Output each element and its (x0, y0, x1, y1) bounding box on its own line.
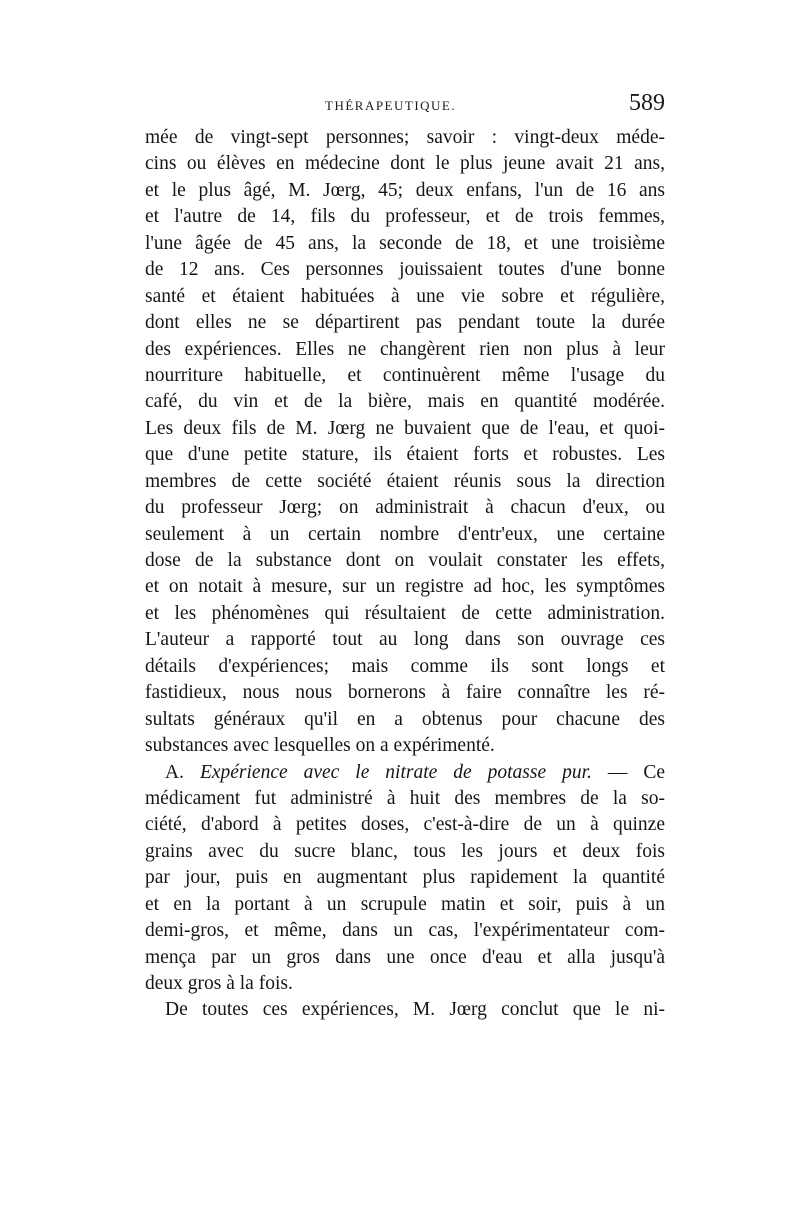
section-heading: Expérience avec le nitrate de potasse pur. (199, 761, 592, 783)
text-line: l'une âgée de 45 ans, la seconde de 18, et une troisième (145, 232, 665, 254)
text-line: par jour, puis en augmentant plus rapidement la quantité (145, 867, 665, 889)
text-line: et en la portant à un scrupule matin et soir, puis à un (145, 893, 665, 915)
text-line: que d'une petite stature, ils étaient forts et robustes. Les (145, 444, 665, 466)
text-line: et les phénomènes qui résultaient de cette administration. (145, 602, 665, 624)
text-line: et on notait à mesure, sur un registre ad hoc, les symptômes (145, 576, 665, 598)
section-heading-tail: — Ce (591, 761, 665, 783)
running-title: THÉRAPEUTIQUE. (325, 98, 457, 113)
text-line: du professeur Jœrg; on administrait à chacun d'eux, ou (145, 497, 665, 519)
text-line: dont elles ne se départirent pas pendant toute la durée (145, 312, 665, 334)
text-line: demi-gros, et même, dans un cas, l'expérimentateur com- (145, 920, 665, 942)
text-line: Les deux fils de M. Jœrg ne buvaient que de l'eau, et quoi- (145, 417, 665, 439)
text-line: grains avec du sucre blanc, tous les jours et deux fois (145, 840, 665, 862)
text-line: mée de vingt-sept personnes; savoir : vingt-deux méde- (145, 127, 665, 148)
text-line: deux gros à la fois. (145, 973, 293, 994)
text-line: santé et étaient habituées à une vie sobre et régulière, (145, 285, 665, 307)
text-line: des expériences. Elles ne changèrent rien non plus à leur (145, 338, 665, 360)
page-number: 589 (629, 90, 665, 116)
text-line: membres de cette société étaient réunis sous la direction (145, 470, 665, 492)
text-line: et le plus âgé, M. Jœrg, 45; deux enfans, l'un de 16 ans (145, 179, 665, 201)
text-line: mença par un gros dans une once d'eau et alla jusqu'à (145, 946, 665, 968)
text-line: nourriture habituelle, et continuèrent même l'usage du (145, 364, 665, 386)
section-label: A. (165, 761, 184, 783)
text-line: seulement à un certain nombre d'entr'eux, une certaine (145, 523, 665, 545)
text-line: fastidieux, nous nous bornerons à faire connaître les ré- (145, 682, 665, 704)
text-line: L'auteur a rapporté tout au long dans son ouvrage ces (145, 629, 665, 651)
body-text (145, 125, 665, 1024)
text-line: substances avec lesquelles on a expérimenté. (145, 735, 495, 757)
text-line: ciété, d'abord à petites doses, c'est-à-dire de un à quinze (145, 814, 665, 836)
text-line: De toutes ces expériences, M. Jœrg conclut que le ni- (165, 999, 665, 1021)
text-line: détails d'expériences; mais comme ils sont longs et (145, 655, 665, 677)
text-line: dose de la substance dont on voulait constater les effets, (145, 550, 665, 571)
text-line: sultats généraux qu'il en a obtenus pour chacune des (145, 708, 665, 730)
section-heading-line (145, 760, 665, 786)
text-line: de 12 ans. Ces personnes jouissaient toutes d'une bonne (145, 259, 665, 281)
text-line: cins ou élèves en médecine dont le plus jeune avait 21 ans, (145, 153, 665, 175)
text-line: et l'autre de 14, fils du professeur, et de trois femmes, (145, 206, 665, 228)
running-head (145, 92, 665, 122)
text-line: café, du vin et de la bière, mais en quantité modérée. (145, 391, 665, 413)
text-line: médicament fut administré à huit des membres de la so- (145, 787, 665, 809)
